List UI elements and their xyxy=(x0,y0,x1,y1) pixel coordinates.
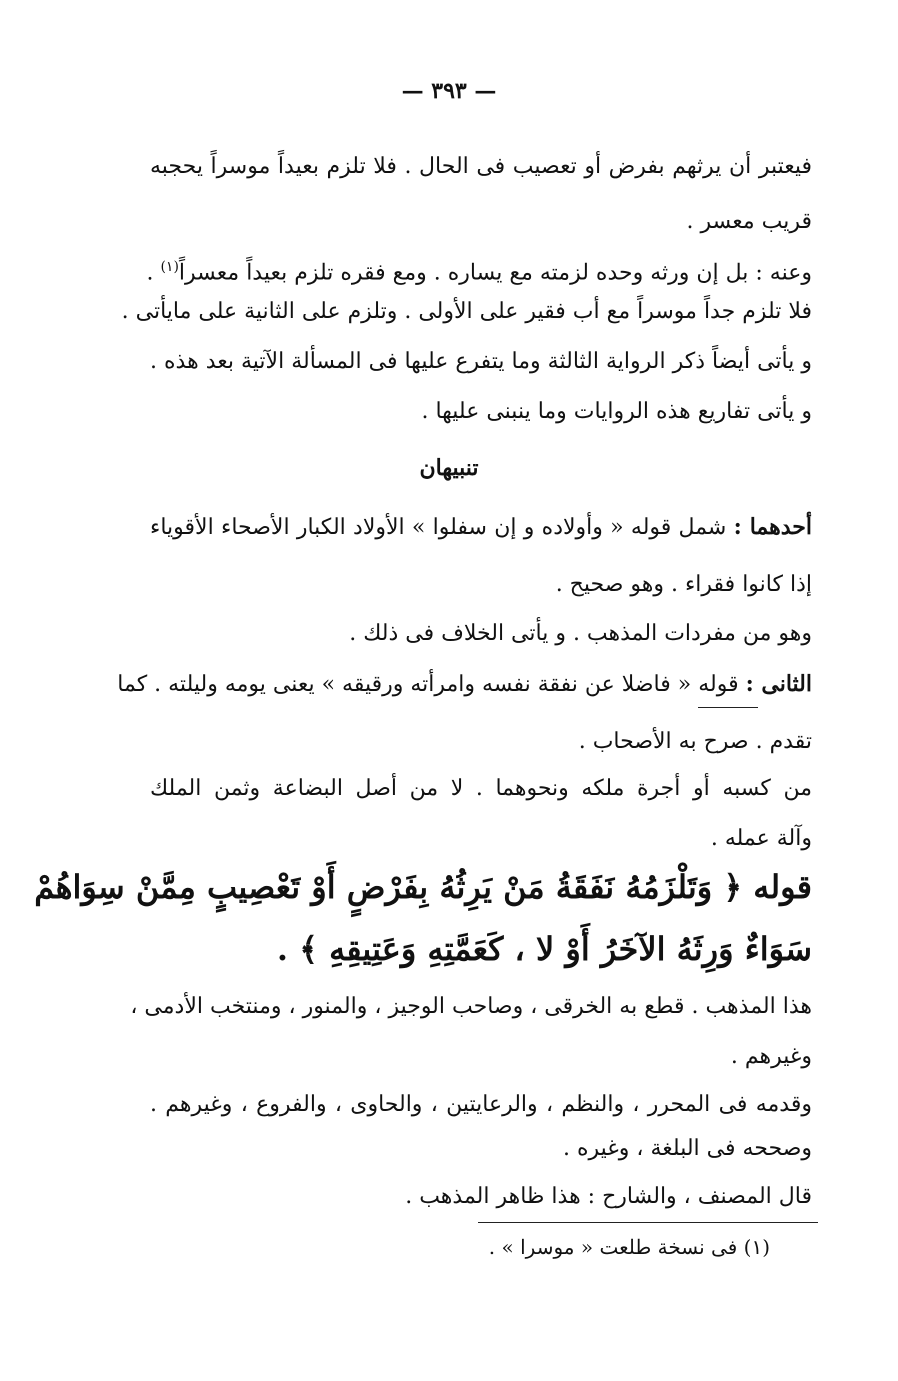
text-line: فيعتبر أن يرثهم بفرض أو تعصيب فى الحال . فلا تلزم بعيداً موسراً يحجبه xyxy=(150,154,812,179)
page-number: — ٣٩٣ — xyxy=(401,78,497,104)
footnote-divider xyxy=(478,1222,818,1223)
text-line: إذا كانوا فقراء . وهو صحيح . xyxy=(555,572,812,597)
note-first-text: شمل قوله « وأولاده و إن سفلوا » الأولاد الكبار الأصحاء الأقوياء xyxy=(150,515,734,540)
note-second-text: قوله « فاضلا عن نفقة نفسه وامرأته ورقيقه » يعنى يومه وليلته . كما xyxy=(117,672,746,697)
text-line: من كسبه أو أجرة ملكه ونحوهما . لا من أصل البضاعة وثمن الملك xyxy=(150,776,812,801)
text-line: وهو من مفردات المذهب . و يأتى الخلاف فى ذلك . xyxy=(349,621,812,646)
text-line-body: وعنه : بل إن ورثه وحده لزمته مع يساره . ومع فقره تلزم بعيداً معسراً xyxy=(178,260,812,286)
underline-mark xyxy=(698,707,758,708)
text-line xyxy=(146,250,812,290)
text-line: و يأتى تفاريع هذه الروايات وما ينبنى عليها . xyxy=(421,399,812,424)
text-line-end: . xyxy=(146,260,161,286)
text-line: وغيرهم . xyxy=(730,1044,812,1069)
text-line: وصححه فى البلغة ، وغيره . xyxy=(563,1136,812,1161)
text-line: فلا تلزم جداً موسراً مع أب فقير على الأولى . وتلزم على الثانية على مايأتى . xyxy=(121,299,812,324)
quoted-text-line: سَوَاءٌ وَرِثَهُ الآخَرُ أَوْ لا ، كَعَمَّتِهِ وَعَتِيقِهِ ﴾ . xyxy=(276,930,812,968)
note-first xyxy=(150,510,812,545)
text-line: وآلة عمله . xyxy=(710,826,812,851)
note-second xyxy=(117,667,812,702)
text-line: قريب معسر . xyxy=(686,209,812,234)
quoted-text-line: قوله ﴿ وَتَلْزَمُهُ نَفَقَةُ مَنْ يَرِثُهُ بِفَرْضٍ أَوْ تَعْصِيبٍ مِمَّنْ سِوَاهُمْ xyxy=(34,868,812,906)
note-second-lead: الثانى : xyxy=(745,671,812,697)
text-line: هذا المذهب . قطع به الخرقى ، وصاحب الوجيز ، والمنور ، ومنتخب الأدمى ، xyxy=(130,994,812,1019)
text-line: وقدمه فى المحرر ، والنظم ، والرعايتين ، والحاوى ، والفروع ، وغيرهم . xyxy=(150,1092,812,1117)
footnote: (١) فى نسخة طلعت « موسرا » . xyxy=(488,1235,770,1259)
text-line: تقدم . صرح به الأصحاب . xyxy=(578,729,812,754)
text-line: و يأتى أيضاً ذكر الرواية الثالثة وما يتفرع عليها فى المسألة الآتية بعد هذه . xyxy=(150,349,812,374)
text-line: قال المصنف ، والشارح : هذا ظاهر المذهب . xyxy=(405,1184,812,1209)
section-heading: تنبيهان xyxy=(419,455,479,481)
note-first-lead: أحدهما : xyxy=(733,514,812,540)
footnote-marker: (١) xyxy=(160,259,179,275)
